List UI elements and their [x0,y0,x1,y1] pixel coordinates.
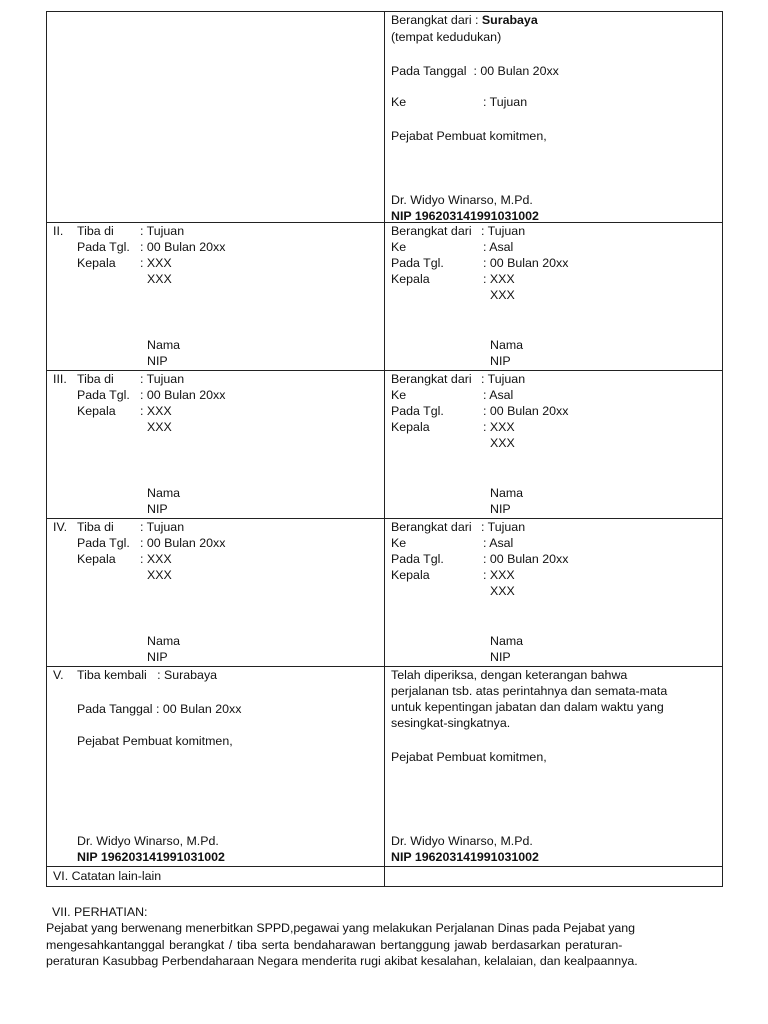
head-value: : XXX [140,552,172,566]
head-label: Kepala [77,256,116,270]
attention-section [46,904,722,970]
other-notes-label: VI. Catatan lain-lain [53,869,162,883]
r-date-value: : 00 Bulan 20xx [483,552,569,566]
row4-left-cell [47,519,385,667]
r-signer-nip: NIP [490,354,511,368]
r-signer-name: Nama [490,486,524,500]
r-head-value: : XXX [483,272,515,286]
r-head-value-2: XXX [490,584,515,598]
signer-name: Nama [147,338,181,352]
depart-value: Surabaya [481,13,538,27]
stop-numeral: III. [53,372,67,386]
r-head-value: : XXX [483,568,515,582]
head-label: Kepala [77,552,116,566]
row6-right-cell [385,867,723,887]
row2-right-cell [385,223,723,371]
official-title: Pejabat Pembuat komitmen, [77,734,233,748]
r-to-value: : Asal [483,240,514,254]
attention-line-1: Pejabat yang berwenang menerbitkan SPPD,pegawai yang melakukan Perjalanan Dinas pada Pejabat yang [46,921,635,936]
verification-line-4: sesingkat-singkatnya. [391,716,511,730]
head-value-2: XXX [147,420,172,434]
signer-name: Nama [147,486,181,500]
r-to-label: Ke [391,388,407,402]
row3-left-cell [47,371,385,519]
date-label: Pada Tgl. [77,388,130,402]
stop-numeral: II. [53,224,64,238]
travel-form-table [46,11,723,887]
signer-nip: NIP [147,650,168,664]
official-nip: NIP 196203141991031002 [77,850,225,864]
row5-left-cell [47,667,385,867]
official-nip: NIP 196203141991031002 [391,209,539,223]
head-value-2: XXX [147,272,172,286]
stop-numeral: IV. [53,520,68,534]
head-value: : XXX [140,256,172,270]
row5-right-cell [385,667,723,867]
r-official-name: Dr. Widyo Winarso, M.Pd. [391,834,533,848]
r-head-value: : XXX [483,420,515,434]
arrive-value: : Tujuan [140,372,185,386]
r-date-label: Pada Tgl. [391,256,444,270]
official-name: Dr. Widyo Winarso, M.Pd. [391,193,533,207]
r-signer-name: Nama [490,634,524,648]
row1-left-cell [47,12,385,223]
r-to-value: : Asal [483,388,514,402]
head-value-2: XXX [147,568,172,582]
r-to-value: : Asal [483,536,514,550]
r-to-label: Ke [391,536,407,550]
row2-left-cell [47,223,385,371]
return-date-line: Pada Tanggal : 00 Bulan 20xx [77,702,242,716]
r-official-nip: NIP 196203141991031002 [391,850,539,864]
row6-left-cell [47,867,385,887]
date-value: : 00 Bulan 20xx [140,388,226,402]
date-label: Pada Tgl. [77,240,130,254]
to-label: Ke [391,95,407,109]
row1-right-cell [385,12,723,223]
official-name: Dr. Widyo Winarso, M.Pd. [77,834,219,848]
date-value: : 00 Bulan 20xx [140,536,226,550]
r-depart-value: : Tujuan [481,520,526,534]
signer-name: Nama [147,634,181,648]
head-label: Kepala [77,404,116,418]
r-depart-value: : Tujuan [481,372,526,386]
r-head-value-2: XXX [490,288,515,302]
r-date-label: Pada Tgl. [391,552,444,566]
verification-line-3: untuk kepentingan jabatan dan dalam waktu yang [391,700,664,714]
signer-nip: NIP [147,502,168,516]
return-line: Tiba kembali : Surabaya [77,668,218,682]
r-head-label: Kepala [391,420,430,434]
r-date-value: : 00 Bulan 20xx [483,404,569,418]
signer-nip: NIP [147,354,168,368]
r-depart-label: Berangkat dari [391,520,472,534]
r-depart-value: : Tujuan [481,224,526,238]
depart-label: Berangkat dari : [391,13,482,27]
attention-line-2: mengesahkantanggal berangkat / tiba serta bendaharawan bertanggung jawab berdasarkan peraturan- [46,937,623,952]
official-title: Pejabat Pembuat komitmen, [391,129,547,143]
r-head-label: Kepala [391,568,430,582]
r-signer-name: Nama [490,338,524,352]
r-signer-nip: NIP [490,502,511,516]
depart-note: (tempat kedudukan) [391,30,502,44]
date-value: : 00 Bulan 20xx [140,240,226,254]
verification-line-1: Telah diperiksa, dengan keterangan bahwa [391,668,628,682]
return-numeral: V. [53,668,64,682]
to-value: : Tujuan [483,95,528,109]
arrive-label: Tiba di [77,372,114,386]
arrive-label: Tiba di [77,520,114,534]
r-head-label: Kepala [391,272,430,286]
arrive-value: : Tujuan [140,520,185,534]
r-signer-nip: NIP [490,650,511,664]
r-official-title: Pejabat Pembuat komitmen, [391,750,547,764]
attention-line-3: peraturan Kasubbag Perbendaharaan Negara menderita rugi akibat kesalahan, kelalaian, dan kealpaannya. [46,954,638,969]
row3-right-cell [385,371,723,519]
row4-right-cell [385,519,723,667]
r-depart-label: Berangkat dari [391,224,472,238]
arrive-value: : Tujuan [140,224,185,238]
arrive-label: Tiba di [77,224,114,238]
date-line: Pada Tanggal : 00 Bulan 20xx [391,64,559,78]
head-value: : XXX [140,404,172,418]
r-date-label: Pada Tgl. [391,404,444,418]
verification-line-2: perjalanan tsb. atas perintahnya dan semata-mata [391,684,668,698]
attention-heading: VII. PERHATIAN: [52,905,148,919]
r-date-value: : 00 Bulan 20xx [483,256,569,270]
r-depart-label: Berangkat dari [391,372,472,386]
date-label: Pada Tgl. [77,536,130,550]
r-to-label: Ke [391,240,407,254]
r-head-value-2: XXX [490,436,515,450]
depart-line [391,12,538,28]
